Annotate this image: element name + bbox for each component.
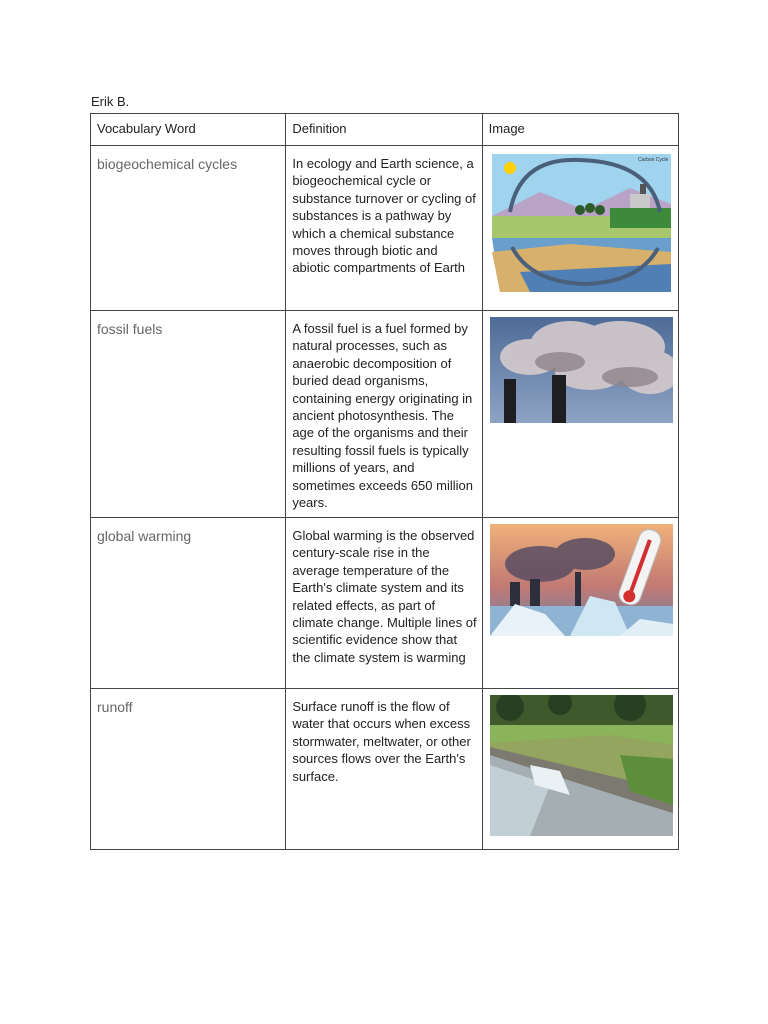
vocab-definition: In ecology and Earth science, a biogeochemical cycle or substance turnover or cycling of substances is a pathway by which a chemical substance moves through biotic and abiotic compartments of Earth xyxy=(292,156,476,276)
table-row xyxy=(91,146,679,311)
carbon-cycle-diagram-image xyxy=(490,152,673,294)
table-row xyxy=(91,518,679,689)
vocab-word: global warming xyxy=(97,528,192,544)
vocab-definition: Global warming is the observed century-scale rise in the average temperature of the Earth's climate system and its related effects, as part of climate change. Multiple lines of scientific evidence show that the climate system is warming xyxy=(292,528,477,665)
author-name: Erik B. xyxy=(91,94,130,109)
vocab-word: runoff xyxy=(97,699,133,715)
runoff-photo-image xyxy=(490,695,673,836)
header-image: Image xyxy=(482,114,678,146)
smokestacks-photo-image xyxy=(490,317,673,423)
vocab-word: fossil fuels xyxy=(97,321,163,337)
table-row xyxy=(91,311,679,518)
table-row xyxy=(91,689,679,850)
header-vocabulary-word: Vocabulary Word xyxy=(91,114,286,146)
vocab-definition: A fossil fuel is a fuel formed by natural processes, such as anaerobic decomposition of buried dead organisms, containing energy originating in ancient photosynthesis. The age of the organisms and their resulting fossil fuels is typically millions of years, and sometimes exceeds 650 million years. xyxy=(292,321,473,511)
vocab-definition: Surface runoff is the flow of water that occurs when excess stormwater, meltwater, or other sources flows over the Earth's surface. xyxy=(292,699,471,784)
image-caption: Carbon Cycle xyxy=(637,157,668,163)
header-definition: Definition xyxy=(286,114,482,146)
table-header-row xyxy=(91,114,679,146)
vocabulary-table xyxy=(90,113,679,850)
global-warming-image xyxy=(490,524,673,636)
vocab-word: biogeochemical cycles xyxy=(97,156,238,172)
